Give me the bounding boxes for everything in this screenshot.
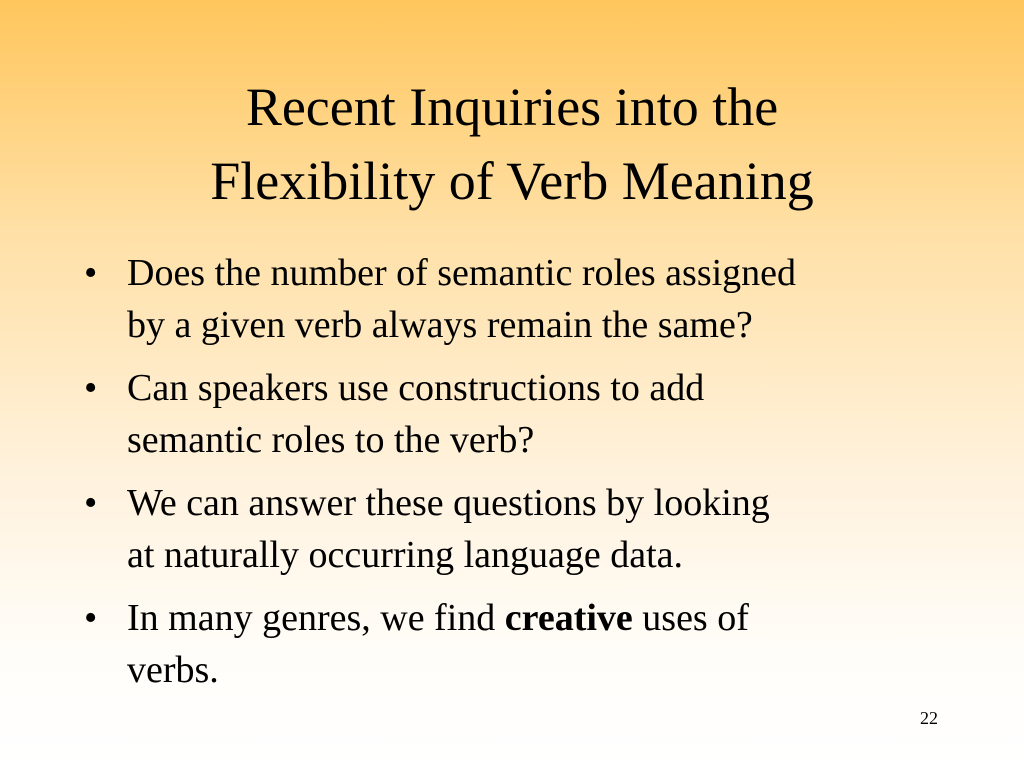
bullet-marker: • bbox=[84, 482, 98, 524]
bullet-text-2-line-2: semantic roles to the verb? bbox=[127, 419, 535, 461]
bullet-text-3-line-1: We can answer these questions by looking bbox=[127, 482, 770, 524]
bullet-text-4-line-2: verbs. bbox=[127, 649, 219, 691]
emphasis-word: creative bbox=[504, 597, 633, 639]
bullet-text-1-line-2: by a given verb always remain the same? bbox=[127, 304, 753, 346]
bullet-item-3 bbox=[84, 477, 954, 581]
bullet-marker: • bbox=[84, 252, 98, 294]
slide-title-line-1: Recent Inquiries into the bbox=[245, 77, 779, 137]
bullet-item-2 bbox=[84, 362, 954, 466]
bullet-item-1 bbox=[84, 247, 954, 351]
slide-title-line-2: Flexibility of Verb Meaning bbox=[210, 151, 814, 211]
bullet-list bbox=[84, 247, 954, 707]
bullet-marker: • bbox=[84, 597, 98, 639]
bullet-text-4-line-1 bbox=[127, 592, 954, 644]
page-number: 22 bbox=[920, 708, 938, 728]
bullet-marker: • bbox=[84, 367, 98, 409]
bullet-text-4-after-emphasis: uses of bbox=[632, 597, 749, 639]
slide-title bbox=[40, 70, 984, 218]
bullet-text-1-line-1: Does the number of semantic roles assigned bbox=[127, 252, 797, 294]
bullet-item-4 bbox=[84, 592, 954, 696]
bullet-text-2-line-1: Can speakers use constructions to add bbox=[127, 367, 705, 409]
bullet-text-3-line-2: at naturally occurring language data. bbox=[127, 534, 684, 576]
bullet-text-4-before-emphasis: In many genres, we find bbox=[127, 597, 505, 639]
